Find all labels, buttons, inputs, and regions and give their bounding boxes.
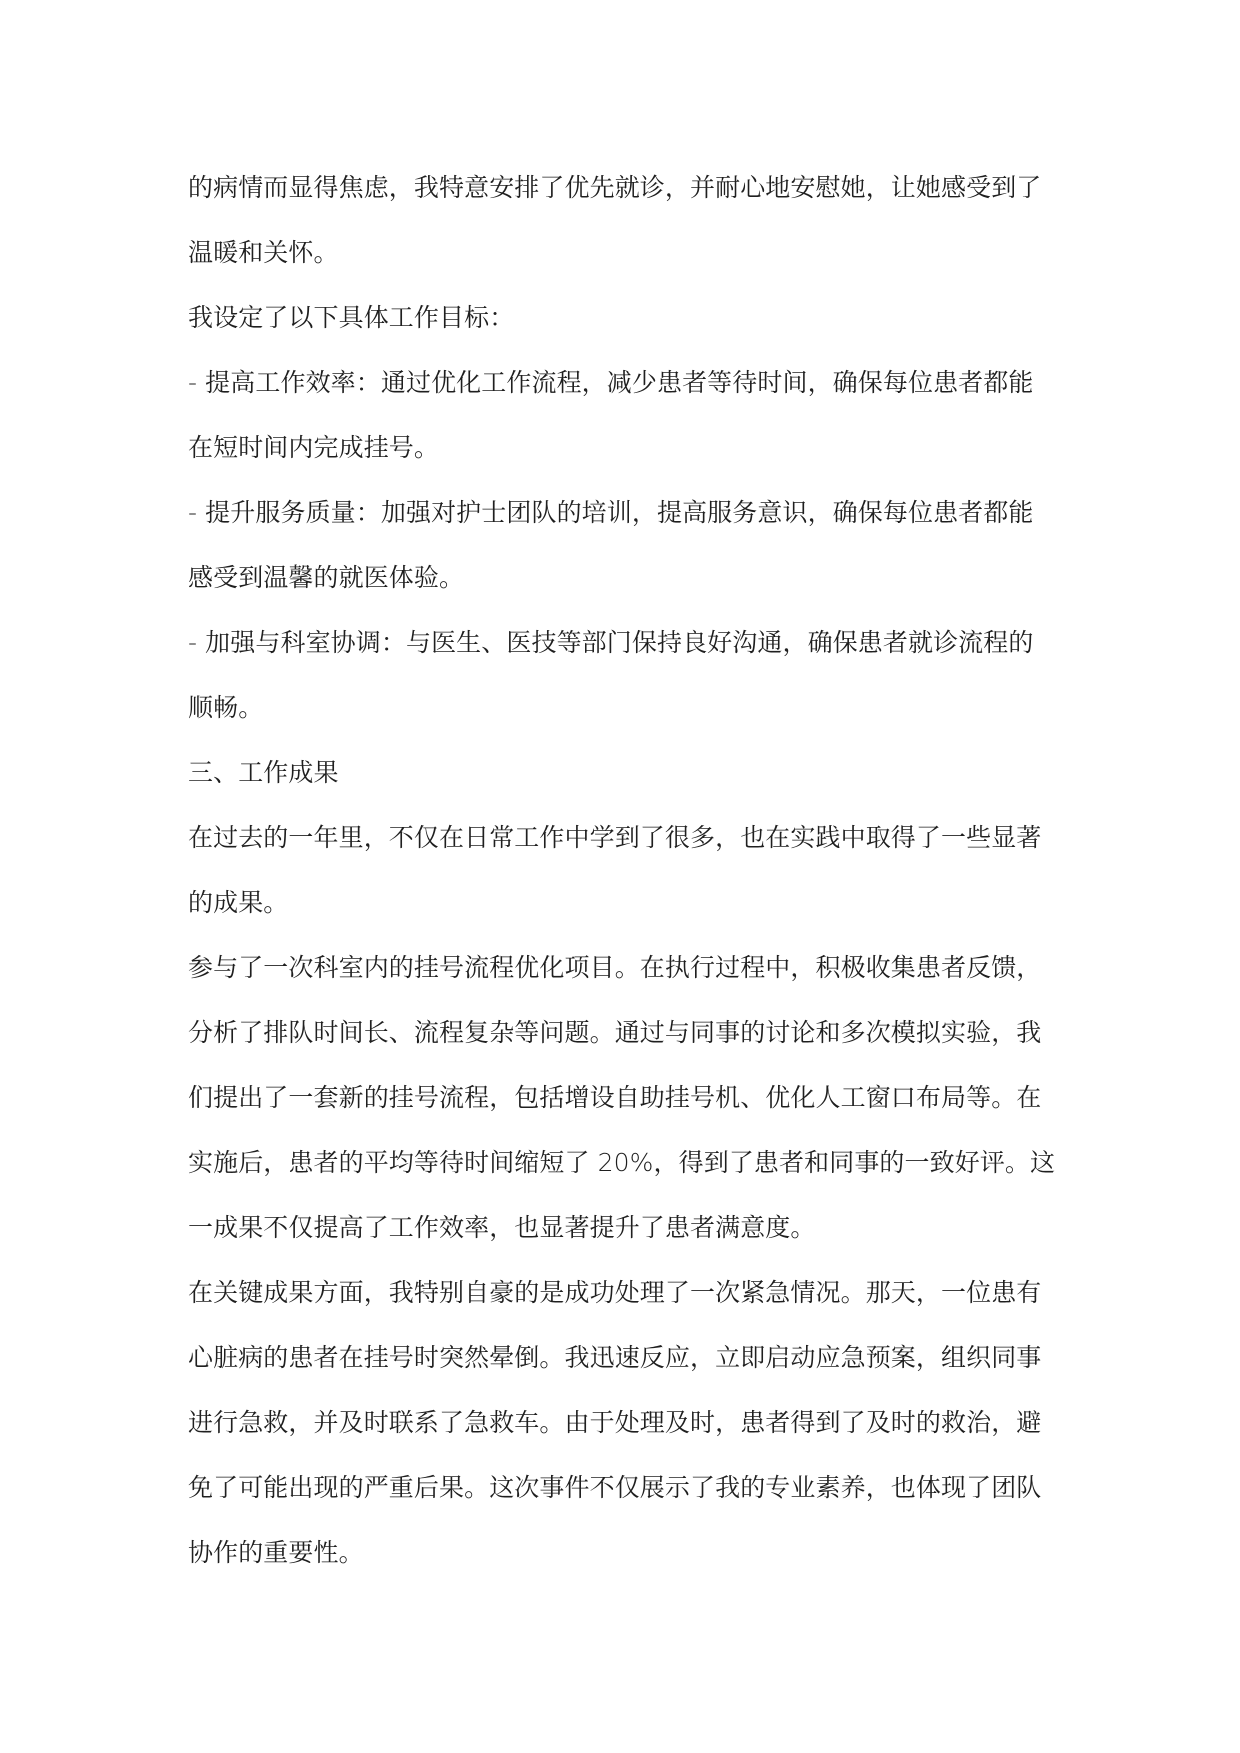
section-heading-results: 三、工作成果 bbox=[188, 758, 339, 787]
list-item-coordination: - 加强与科室协调：与医生、医技等部门保持良好沟通，确保患者就诊流程的顺畅。 bbox=[188, 628, 1034, 722]
paragraph-results-intro: 在过去的一年里，不仅在日常工作中学到了很多，也在实践中取得了一些显著的成果。 bbox=[188, 823, 1042, 917]
paragraph-goals-intro: 我设定了以下具体工作目标： bbox=[188, 303, 515, 332]
document-body bbox=[188, 155, 1058, 1585]
list-item-efficiency: - 提高工作效率：通过优化工作流程，减少患者等待时间，确保每位患者都能在短时间内完成挂号。 bbox=[188, 368, 1034, 462]
paragraph-emergency-case: 在关键成果方面，我特别自豪的是成功处理了一次紧急情况。那天，一位患有心脏病的患者在挂号时突然晕倒。我迅速反应，立即启动应急预案，组织同事进行急救，并及时联系了急救车。由于处理及时，患者得到了及时的救治，避免了可能出现的严重后果。这次事件不仅展示了我的专业素养，也体现了团队协作的重要性。 bbox=[188, 1278, 1042, 1567]
paragraph-optimization-project: 参与了一次科室内的挂号流程优化项目。在执行过程中，积极收集患者反馈，分析了排队时间长、流程复杂等问题。通过与同事的讨论和多次模拟实验，我们提出了一套新的挂号流程，包括增设自助挂号机、优化人工窗口布局等。在实施后，患者的平均等待时间缩短了 20%，得到了患者和同事的一致好评。这一成果不仅提高了工作效率，也显著提升了患者满意度。 bbox=[188, 953, 1056, 1242]
list-item-service-quality: - 提升服务质量：加强对护士团队的培训，提高服务意识，确保每位患者都能感受到温馨的就医体验。 bbox=[188, 498, 1034, 592]
paragraph-continued: 的病情而显得焦虑，我特意安排了优先就诊，并耐心地安慰她，让她感受到了温暖和关怀。 bbox=[188, 173, 1042, 267]
